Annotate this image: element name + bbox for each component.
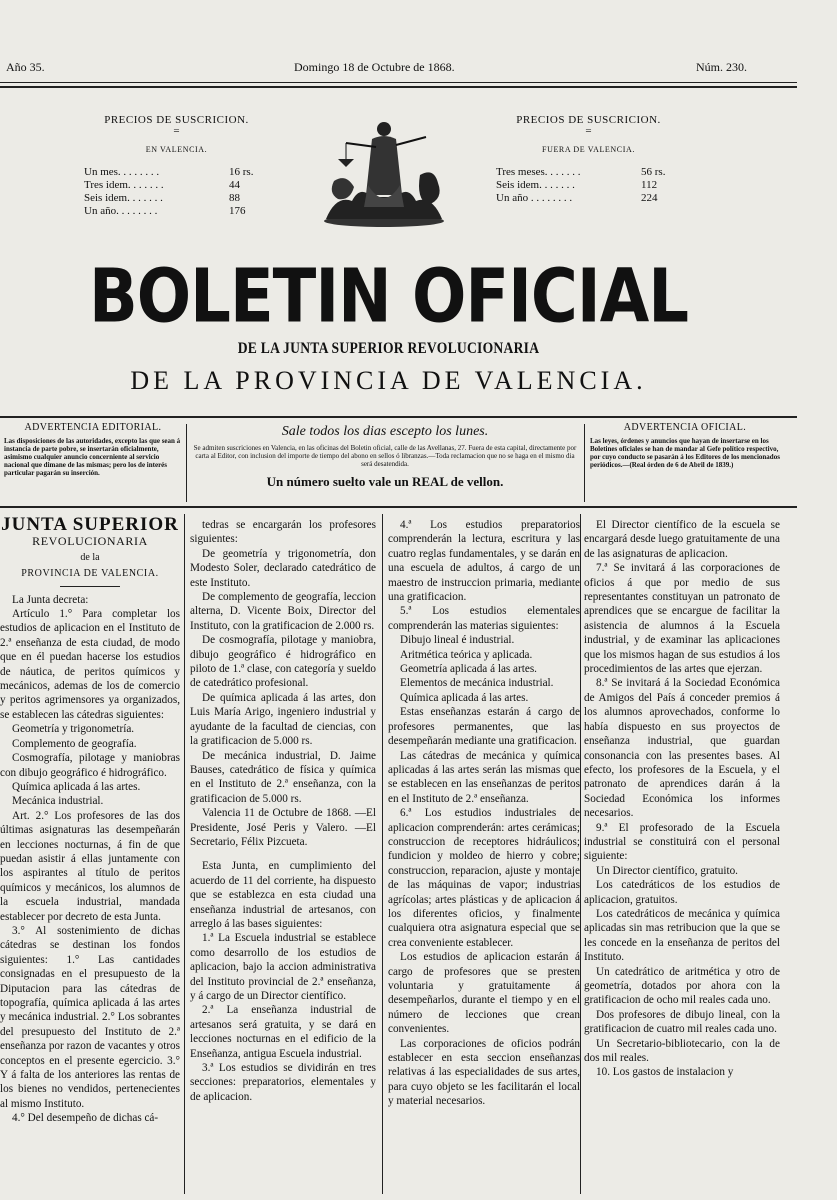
junta-heading xyxy=(0,514,180,587)
paragraph: 10. Los gastos de instalacion y xyxy=(596,1066,734,1079)
paragraph: Valencia 11 de Octubre de 1868. —El Presidente, José Peris y Valero. —El Secretario, Félix Pizcueta. xyxy=(190,807,376,848)
band-divider-right xyxy=(584,424,585,502)
band-rule-top xyxy=(0,416,797,418)
subscription-price: 88 xyxy=(229,192,240,204)
paragraph: Los catedráticos de mecánica y química aplicadas sin mas retribucion que la que se les concede en la enseñanza de peritos del Instituto. xyxy=(584,907,780,964)
paragraph: Las corporaciones de oficios podrán establecer en esta seccion enseñanzas relativas á las especialidades de sus artes, para cuyo objeto se les facilitarán el local y material necesarios. xyxy=(388,1037,580,1108)
subscription-left-region: EN VALENCIA. xyxy=(145,145,208,154)
junta-heading-line2: REVOLUCIONARIA xyxy=(32,534,148,549)
subscription-row xyxy=(496,166,681,179)
paragraph-gap xyxy=(190,849,376,859)
paragraph: Esta Junta, en cumplimiento del acuerdo de 11 del corriente, ha dispuesto que se establezca en esta ciudad una enseñanza industrial de artesanos, con arreglo á las bases siguientes: xyxy=(190,860,376,930)
subscription-row xyxy=(84,166,269,179)
subscription-row xyxy=(496,179,681,192)
subscription-right xyxy=(496,114,681,205)
paragraph: 7.ª Se invitará á las corporaciones de oficios á que por medio de sus representantes constituyan un patronato de aprendices que se encargue de facilitar la asistencia de alumnos á la Escuela industrial, y de examinar las aplicaciones que los mismos hagan de sus estudios á los procedimientos de las artes que ejerzan. xyxy=(584,562,780,676)
editorial-notice xyxy=(4,422,182,502)
paragraph: 6.ª Los estudios industriales de aplicacion comprenderán: artes cerámicas; construccion de receptores hidráulicos; fundicion y moldeo de hierro y cobre; construccion, reparacion, ajuste y montaje de las máquinas de vapor; industrias agrícolas; artes plásticas y de aplicacion á los diferentes oficios, y finalmente cualquiera otra asignatura especial que se crea conveniente establecer. xyxy=(388,807,580,949)
paragraph: Un Director científico, gratuito. xyxy=(596,864,738,877)
paragraph: La Junta decreta: xyxy=(12,593,89,606)
paragraph: 9.ª El profesorado de la Escuela industrial se constituirá con el personal siguiente: xyxy=(584,821,780,863)
paragraph: Los catedráticos de los estudios de aplicacion, gratuitos. xyxy=(584,879,780,906)
column-4 xyxy=(584,518,780,1080)
paragraph: 3.° Al sostenimiento de dichas cátedras se destinan los fondos siguientes: 1.° Las cantidades consignadas en el presupuesto de la Diputacion para las cátedras de topografía, química aplicada á las artes y mecánica industrial. 2.° Los sobrantes del presupuesto del Instituto de 2.ª enseñanza por razon de vacantes y otros conceptos en el presente egercicio. 3.° Y á falta de los anteriores las rentas de los bienes no vendidos, pertenecientes al mismo Instituto. xyxy=(0,924,180,1110)
subscription-row xyxy=(84,205,269,218)
column-4-body xyxy=(584,518,780,1080)
band-rule-bottom xyxy=(0,506,797,508)
paragraph: De química aplicada á las artes, don Luis María Arigo, ingeniero industrial y ayudante de la facultad de ciencias, con la gratificacion de 5.000 rs. xyxy=(190,691,376,748)
subscription-row xyxy=(496,192,681,205)
heading-ornament xyxy=(60,586,120,587)
subscription-row xyxy=(84,192,269,205)
subscription-price: 224 xyxy=(641,192,658,204)
justice-emblem-icon xyxy=(316,115,452,230)
subscription-right-rows xyxy=(496,166,681,205)
subscription-period: Seis idem. . . . . . . xyxy=(84,192,163,204)
paragraph: 3.ª Los estudios se dividirán en tres secciones: preparatorios, elementales y de aplicacion. xyxy=(190,1062,376,1103)
paragraph: Un Secretario-bibliotecario, con la de dos mil reales. xyxy=(584,1037,780,1065)
paragraph: 5.ª Los estudios elementales comprenderán las materias siguientes: xyxy=(388,605,580,632)
subscription-left-eq: = xyxy=(173,125,180,137)
paragraph: Geometría aplicada á las artes. xyxy=(400,663,537,676)
column-1-body xyxy=(0,593,180,1126)
publication-notes: Se admiten suscriciones en Valencia, en las oficinas del Boletin oficial, calle de las Avellanas, 27. Fuera de esta capital, directamente por carta al Editor, con inclusion del importe de tiempo del abono en sellos ó libranzas.—Toda reclamacion que no se haga en el mismo dia será desatendida. xyxy=(193,444,577,468)
column-divider-1 xyxy=(184,514,185,1194)
editorial-notice-title: ADVERTENCIA EDITORIAL. xyxy=(24,422,162,433)
subscription-right-eq: = xyxy=(585,125,592,137)
column-divider-2 xyxy=(382,514,383,1194)
paragraph: Química aplicada á las artes. xyxy=(400,691,529,704)
column-3 xyxy=(388,518,580,1109)
subscription-price: 56 rs. xyxy=(641,166,666,178)
single-issue-price: Un número suelto vale un REAL de vellon. xyxy=(266,474,504,489)
subscription-period: Seis idem. . . . . . . xyxy=(496,179,575,191)
paragraph: Geometría y trigonometría. xyxy=(12,723,135,736)
paragraph: Elementos de mecánica industrial. xyxy=(400,677,554,690)
junta-heading-line1: JUNTA SUPERIOR xyxy=(1,514,179,535)
column-1 xyxy=(0,514,180,1126)
newspaper-subtitle: DE LA JUNTA SUPERIOR REVOLUCIONARIA xyxy=(237,340,540,357)
paragraph: De geometría y trigonometría, don Modesto Soler, declarado catedrático de este Instituto. xyxy=(190,547,376,589)
paragraph: Los estudios de aplicacion estarán á cargo de profesores que se presten voluntaria y gratuitamente á desempeñarlos, durante el tiempo y en el número de lecciones que crean convenientes. xyxy=(388,951,580,1036)
top-rule-thick xyxy=(0,86,797,88)
paragraph: Cosmografía, pilotage y maniobras con dibujo geográfico é hidrográfico. xyxy=(0,752,180,779)
paragraph: 2.ª La enseñanza industrial de artesanos será gratuita, y se dará en lecciones nocturnas en el edificio de la Enseñanza, antigua Escuela industrial. xyxy=(190,1004,376,1060)
paragraph: Art. 2.° Los profesores de las dos últimas asignaturas las desempeñarán en lecciones nocturnas, á fin de que puedan asistir á ellas juntamente con los aspirantes al título de peritos químicos y mecánicos, los alumnos de la escuela industrial, mandada establecer por decreto de esta Junta. xyxy=(0,809,180,923)
column-3-body xyxy=(388,518,580,1109)
subscription-period: Un año. . . . . . . . xyxy=(84,205,158,217)
subscription-price: 176 xyxy=(229,205,246,217)
top-rule xyxy=(0,82,797,83)
issue-number: Núm. 230. xyxy=(696,60,747,74)
paragraph: Complemento de geografía. xyxy=(12,737,137,750)
paragraph: Mecánica industrial. xyxy=(12,795,104,808)
publication-schedule: Sale todos los dias escepto los lunes. xyxy=(281,424,489,439)
subscription-price: 112 xyxy=(641,179,658,191)
subscription-period: Tres meses. . . . . . . xyxy=(496,166,581,178)
paragraph: Química aplicada á las artes. xyxy=(12,780,141,793)
official-notice-text: Las leyes, órdenes y anuncios que hayan de insertarse en los Boletines oficiales se han de mandar al Gefe político respectivo, por cuyo conducto se pasarán á los Editores de los mencionados periódicos.—(Real órden de 6 de Abril de 1839.) xyxy=(590,437,780,469)
paragraph: 1.ª La Escuela industrial se establece como desarrollo de los estudios de aplicacion, bajo la accion administrativa del Instituto provincial de 2.ª enseñanza, y á cargo de un Director científico. xyxy=(190,932,376,1002)
paragraph: Un catedrático de aritmética y otro de geometría, dotados por ahora con la gratificacion de ocho mil reales cada uno. xyxy=(584,965,780,1007)
paragraph: De cosmografía, pilotage y maniobra, dibujo geográfico é hidrográfico en piloto de 1.ª clase, con categoría y sueldo de catedrático profesional. xyxy=(190,634,376,690)
subscription-price: 44 xyxy=(229,179,240,191)
official-notice xyxy=(590,422,780,502)
date-label: Domingo 18 de Octubre de 1868. xyxy=(294,60,455,74)
paragraph: Dos profesores de dibujo lineal, con la gratificacion de cuatro mil reales cada uno. xyxy=(584,1008,780,1036)
paragraph: tedras se encargarán los profesores siguientes: xyxy=(190,519,376,546)
masthead-line xyxy=(6,60,767,82)
subscription-price: 16 rs. xyxy=(229,166,254,178)
paragraph: Aritmética teórica y aplicada. xyxy=(400,648,533,661)
subscription-row xyxy=(84,179,269,192)
paragraph: 4.ª Los estudios preparatorios comprenderán la lectura, escritura y las cuatro reglas fundamentales, y se darán en una escuela de adultos, á cargo de un maestro de instruccion primaria, mediante una gratificacion. xyxy=(388,519,580,604)
subscription-right-title: PRECIOS DE SUSCRICION. xyxy=(516,114,661,126)
year-label: Año 35. xyxy=(6,60,45,74)
newspaper-province: DE LA PROVINCIA DE VALENCIA. xyxy=(130,366,647,395)
paragraph: 8.ª Se invitará á la Sociedad Económica de Amigos del País á conceder premios á los alumnos aprovechados, conforme lo había dispuesto en sus proyectos de enseñanza industrial, que guardan consonancia con las presentes bases. Al efecto, los profesores de la Escuela, y el patronato de aprendices darán á la Sociedad Económica los informes necesarios. xyxy=(584,677,780,820)
column-2-body xyxy=(190,518,376,1104)
subscription-left xyxy=(84,114,269,218)
paragraph: Estas enseñanzas estarán á cargo de profesores permanentes, que las desempeñarán mediante una gratificacion. xyxy=(388,706,580,748)
newspaper-title: BOLETIN OFICIAL xyxy=(88,255,689,341)
official-notice-title: ADVERTENCIA OFICIAL. xyxy=(623,422,747,433)
editorial-notice-text: Las disposiciones de las autoridades, excepto las que sean á instancia de parte pobre, se insertarán oficialmente, asimismo cualquier anuncio concerniente al servicio nacional que dimane de las mismas; pero los de interés particular pagarán su inserción. xyxy=(4,437,181,477)
subscription-period: Un año . . . . . . . . xyxy=(496,192,573,204)
junta-heading-line4: PROVINCIA DE VALENCIA. xyxy=(21,568,159,580)
subscription-left-rows xyxy=(84,166,269,218)
column-2 xyxy=(190,518,376,1104)
junta-heading-line3: de la xyxy=(80,551,100,563)
subscription-period: Un mes. . . . . . . . xyxy=(84,166,160,178)
paragraph: De complemento de geografía, leccion alterna, D. Vicente Boix, Director del Instituto, con la gratificacion de 2.000 rs. xyxy=(190,591,376,632)
subscription-right-region: FUERA DE VALENCIA. xyxy=(542,145,635,154)
band-divider-left xyxy=(186,424,187,502)
paragraph: 4.° Del desempeño de dichas cá- xyxy=(12,1112,159,1125)
paragraph: Artículo 1.° Para completar los estudios de aplicacion en el Instituto de 2.ª enseñanza de esta ciudad, de modo que en él puedan hacerse los estudios de náutica, de peritos químicos y mecánicos, ademas de los de comercio y peritos agrimensores ya organizados, se establecen las cátedras siguientes: xyxy=(0,608,180,721)
paragraph: Las cátedras de mecánica y química aplicadas á las artes serán las mismas que se establecen en las enseñanzas de peritos en el Instituto de 2.ª enseñanza. xyxy=(388,749,580,805)
paragraph: Dibujo lineal é industrial. xyxy=(400,634,515,647)
paragraph: De mecánica industrial, D. Jaime Bauses, catedrático de física y química en el Instituto de 2.ª enseñanza, con la gratificacion de 5.000 rs. xyxy=(190,749,376,805)
subscription-period: Tres idem. . . . . . . xyxy=(84,179,164,191)
publication-notice xyxy=(190,422,580,502)
paragraph: El Director científico de la escuela se encargará desde luego gratuitamente de una de las asignaturas de aplicacion. xyxy=(584,519,780,560)
column-divider-3 xyxy=(580,514,581,1194)
subscription-left-title: PRECIOS DE SUSCRICION. xyxy=(104,114,249,126)
